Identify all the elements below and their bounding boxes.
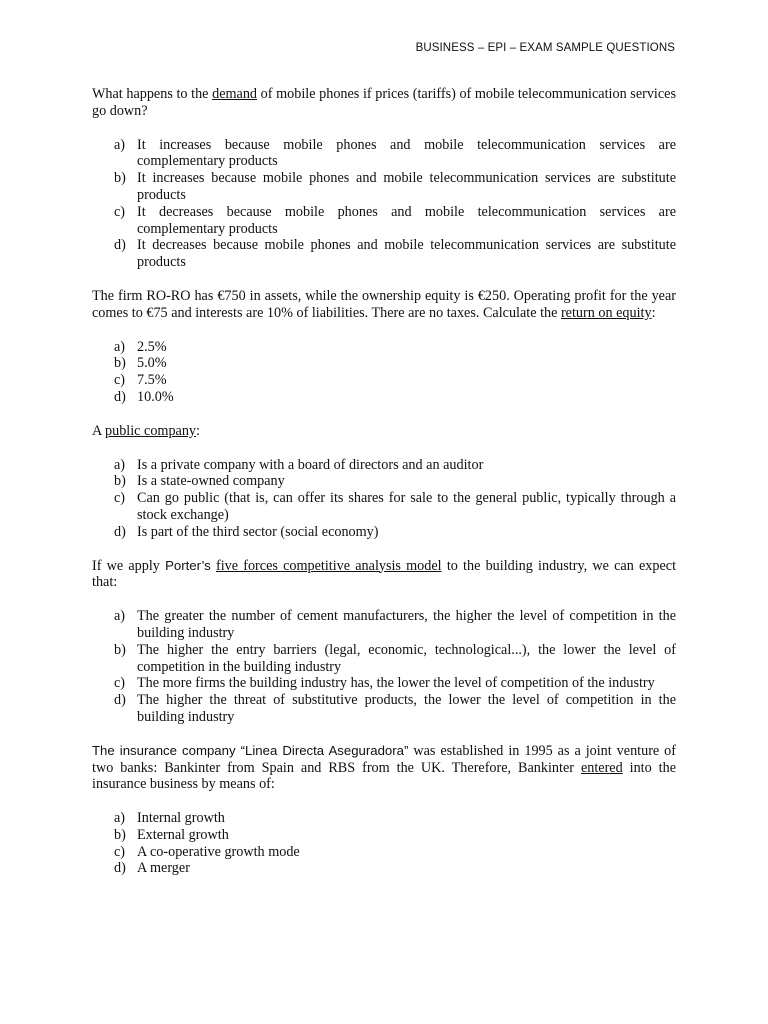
option-text: 10.0% xyxy=(137,388,174,405)
option-text: It increases because mobile phones and mobile telecommunication services are substitute products xyxy=(137,170,676,203)
option-label: a) xyxy=(114,608,126,625)
option-text: A co-operative growth mode xyxy=(137,843,300,860)
question-2 xyxy=(92,288,676,406)
question-3-stem: A public company: xyxy=(92,422,200,439)
option-label: c) xyxy=(114,675,126,692)
option-label: b) xyxy=(114,170,126,187)
option-label: c) xyxy=(114,490,126,507)
answer-option[interactable] xyxy=(114,237,676,271)
answer-options xyxy=(92,608,676,726)
option-text: It increases because mobile phones and mobile telecommunication services are complementary products xyxy=(137,136,676,170)
answer-option[interactable] xyxy=(114,692,676,726)
underlined-term: entered xyxy=(580,759,623,776)
option-text: 2.5% xyxy=(137,338,167,355)
underlined-term: demand xyxy=(212,86,258,102)
answer-option[interactable] xyxy=(114,810,676,827)
option-label: b) xyxy=(114,826,126,843)
question-4-stem: If we apply Porter’s five forces competitive analysis model to the building industry, we can expect that: xyxy=(92,557,677,591)
answer-option[interactable] xyxy=(114,473,676,490)
question-5-stem: The insurance company “Linea Directa Aseguradora” was established in 1995 as a joint venture of two banks: Bankinter from Spain and RBS from the UK. Therefore, Bankinter entered into the insurance business by means of: xyxy=(92,742,677,793)
answer-option[interactable] xyxy=(114,339,676,356)
porters-name: Porter’s xyxy=(165,557,211,573)
question-1-stem: What happens to the demand of mobile phones if prices (tariffs) of mobile telecommunication services go down? xyxy=(92,86,676,119)
page-header: BUSINESS – EPI – EXAM SAMPLE QUESTIONS xyxy=(415,42,675,54)
answer-option[interactable] xyxy=(114,642,676,676)
answer-option[interactable] xyxy=(114,524,676,541)
answer-option[interactable] xyxy=(114,355,676,372)
option-text: The higher the entry barriers (legal, economic, technological...), the lower the level of competition in the building industry xyxy=(137,641,676,675)
option-label: a) xyxy=(114,810,126,827)
option-label: c) xyxy=(114,843,126,860)
option-text: Is a state-owned company xyxy=(137,473,285,490)
question-5 xyxy=(92,743,676,878)
question-1 xyxy=(92,86,676,271)
question-2-stem: The firm RO-RO has €750 in assets, while the ownership equity is €250. Operating profit for the year comes to €75 and interests are 10% of liabilities. There are no taxes. Calculate the return on equity: xyxy=(92,287,676,321)
answer-option[interactable] xyxy=(114,389,676,406)
answer-option[interactable] xyxy=(114,204,676,238)
underlined-term: five forces competitive analysis model xyxy=(215,557,442,574)
option-label: b) xyxy=(114,641,126,658)
option-label: d) xyxy=(114,237,126,254)
underlined-term: return on equity xyxy=(560,304,652,321)
answer-option[interactable] xyxy=(114,675,676,692)
option-label: a) xyxy=(114,338,126,355)
answer-options xyxy=(92,137,676,271)
option-label: d) xyxy=(114,860,126,877)
option-label: a) xyxy=(114,456,126,473)
option-text: The higher the threat of substitutive products, the lower the level of competition in the building industry xyxy=(137,692,676,725)
option-text: External growth xyxy=(137,826,229,843)
option-text: 7.5% xyxy=(137,372,167,389)
option-text: It decreases because mobile phones and mobile telecommunication services are substitute products xyxy=(137,237,676,271)
option-label: c) xyxy=(114,203,126,220)
option-text: Is part of the third sector (social economy) xyxy=(137,523,379,540)
answer-options xyxy=(92,810,676,877)
option-text: The more firms the building industry has, the lower the level of competition of the industry xyxy=(137,675,655,692)
option-text: Can go public (that is, can offer its shares for sale to the general public, typically through a stock exchange) xyxy=(137,490,676,523)
option-label: a) xyxy=(114,136,126,153)
option-label: d) xyxy=(114,692,126,709)
answer-option[interactable] xyxy=(114,844,676,861)
answer-option[interactable] xyxy=(114,860,676,877)
answer-options xyxy=(92,339,676,406)
company-name: The insurance company “Linea Directa Aseguradora” xyxy=(92,742,409,758)
option-text: Internal growth xyxy=(137,810,225,827)
question-list xyxy=(92,86,676,894)
option-label: d) xyxy=(114,388,126,405)
option-label: c) xyxy=(114,372,126,389)
answer-option[interactable] xyxy=(114,137,676,171)
option-text: A merger xyxy=(137,860,190,877)
answer-option[interactable] xyxy=(114,827,676,844)
underlined-term: public company xyxy=(105,422,197,439)
option-text: 5.0% xyxy=(137,355,167,372)
question-3 xyxy=(92,423,676,541)
option-text: The greater the number of cement manufacturers, the higher the level of competition in the building industry xyxy=(137,608,676,641)
answer-option[interactable] xyxy=(114,608,676,642)
answer-option[interactable] xyxy=(114,372,676,389)
option-text: Is a private company with a board of directors and an auditor xyxy=(137,456,484,473)
question-4 xyxy=(92,558,676,726)
answer-option[interactable] xyxy=(114,490,676,524)
answer-option[interactable] xyxy=(114,170,676,204)
option-label: b) xyxy=(114,473,126,490)
answer-option[interactable] xyxy=(114,457,676,474)
option-text: It decreases because mobile phones and mobile telecommunication services are complementary products xyxy=(137,203,676,237)
option-label: d) xyxy=(114,523,126,540)
answer-options xyxy=(92,457,676,541)
option-label: b) xyxy=(114,355,126,372)
